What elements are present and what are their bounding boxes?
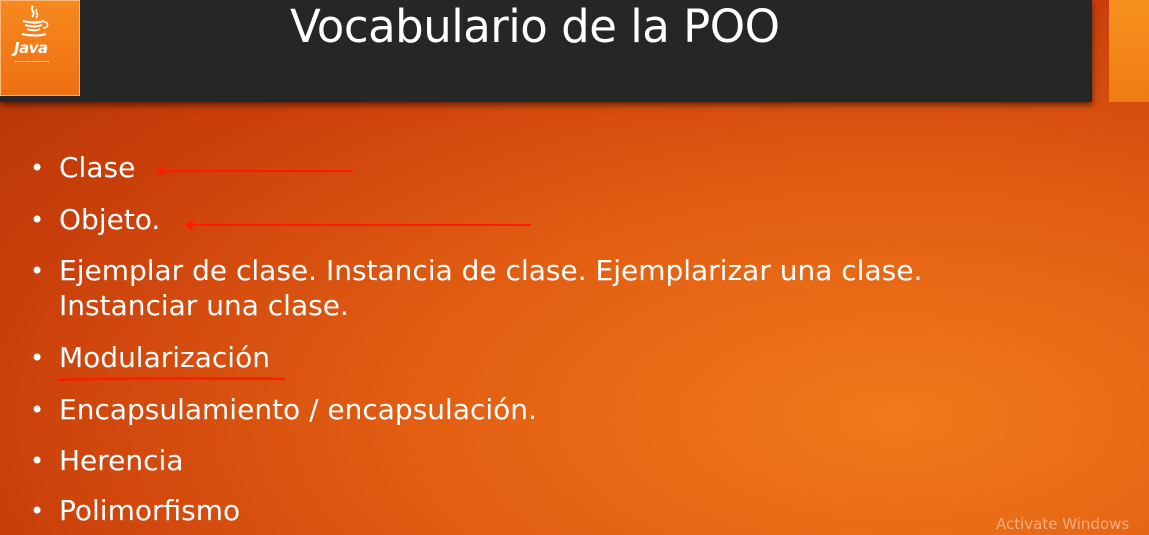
bullet-text: Herencia	[59, 444, 184, 477]
right-accent-block	[1109, 0, 1149, 102]
bullet-dot-icon: •	[30, 447, 45, 475]
logo-underline	[15, 61, 49, 62]
slide-title: Vocabulario de la POO	[290, 0, 780, 53]
bullet-dot-icon: •	[30, 257, 45, 285]
bullet-text: Instanciar una clase.	[59, 289, 349, 322]
bullet-dot-icon: •	[30, 396, 45, 424]
title-bar	[0, 0, 1092, 102]
annotation-arrow-objeto	[184, 218, 534, 232]
activate-windows-watermark: Activate Windows	[996, 515, 1130, 533]
bullet-text: Objeto.	[59, 203, 161, 236]
bullet-text: Ejemplar de clase. Instancia de clase. Ejemplarizar una clase.	[59, 254, 923, 287]
bullet-text: Clase	[59, 151, 136, 184]
annotation-arrow-clase	[155, 164, 355, 178]
bullet-text: Polimorfismo	[59, 494, 241, 527]
bullet-dot-icon: •	[30, 497, 45, 525]
java-logo-text: Java	[14, 39, 48, 57]
bullet-dot-icon: •	[30, 206, 45, 234]
bullet-text: Encapsulamiento / encapsulación.	[59, 393, 537, 426]
bullet-dot-icon: •	[30, 344, 45, 372]
bullet-text: Modularización	[59, 341, 270, 374]
java-cup-icon	[16, 3, 52, 39]
java-logo	[0, 0, 80, 96]
bullet-dot-icon: •	[30, 154, 45, 182]
